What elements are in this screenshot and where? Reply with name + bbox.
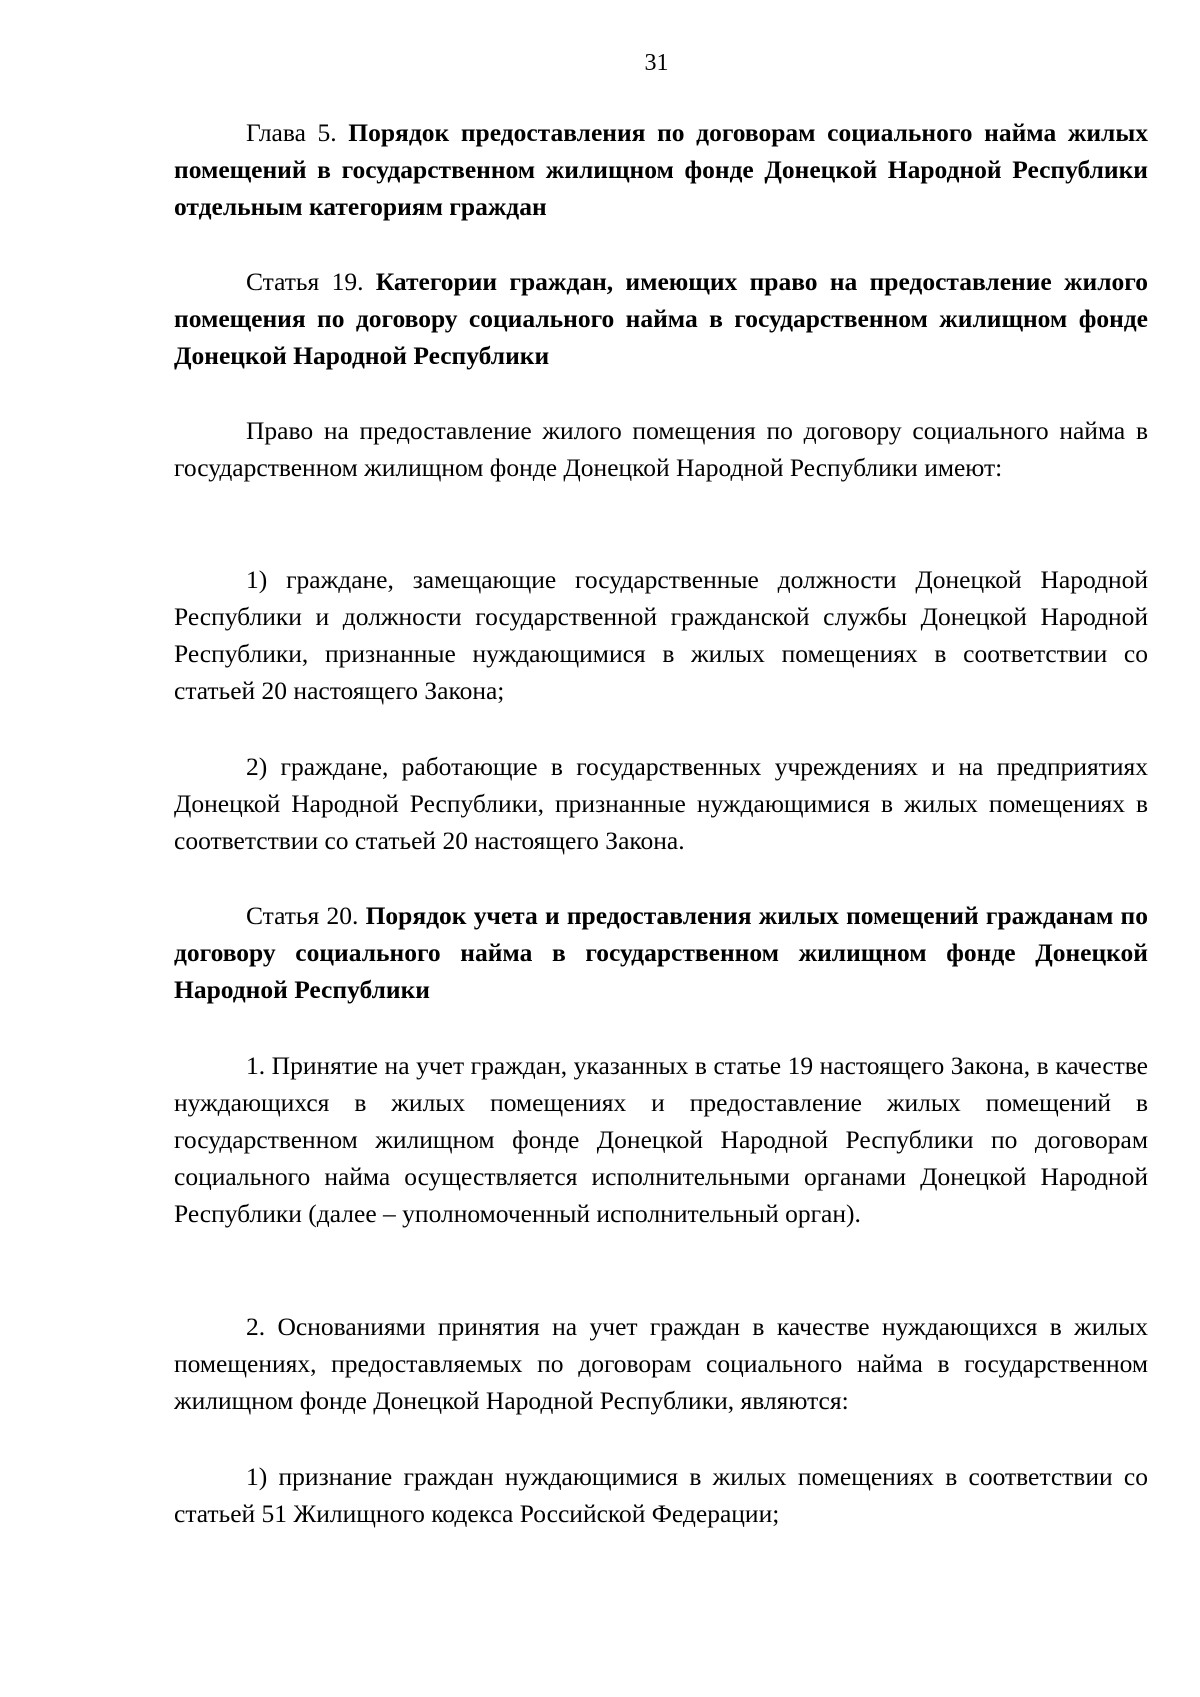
article-19-title: Категории граждан, имеющих право на предоставление жилого помещения по договору социального найма в государственном жилищном фонде Донецкой Народной Республики <box>174 267 1148 370</box>
article-20-prefix: Статья 20. <box>246 901 366 930</box>
chapter-prefix: Глава 5. <box>246 118 349 147</box>
article-20-part-2: 2. Основаниями принятия на учет граждан в качестве нуждающихся в жилых помещениях, предоставляемых по договорам социального найма в государственном жилищном фонде Донецкой Народной Республики, являются: <box>174 1312 1148 1415</box>
article-19-heading <box>174 263 1148 374</box>
article-19-prefix: Статья 19. <box>246 267 376 296</box>
article-20-title: Порядок учета и предоставления жилых помещений гражданам по договору социального найма в государственном жилищном фонде Донецкой Народной Республики <box>174 901 1148 1004</box>
article-20-heading <box>174 897 1148 1008</box>
chapter-heading <box>174 114 1148 225</box>
article-20-part-1: 1. Принятие на учет граждан, указанных в статье 19 настоящего Закона, в качестве нуждающихся в жилых помещениях и предоставление жилых помещений в государственном жилищном фонде Донецкой Народной Республики по договорам социального найма осуществляется исполнительными органами Донецкой Народной Республики (далее – уполномоченный исполнительный орган). <box>174 1051 1148 1228</box>
article-19-item-1: 1) граждане, замещающие государственные должности Донецкой Народной Республики и должности государственной гражданской службы Донецкой Народной Республики, признанные нуждающимися в жилых помещениях в соответствии со статьей 20 настоящего Закона; <box>174 565 1148 705</box>
article-19-item-2: 2) граждане, работающие в государственных учреждениях и на предприятиях Донецкой Народной Республики, признанные нуждающимися в жилых помещениях в соответствии со статьей 20 настоящего Закона. <box>174 752 1148 855</box>
article-20-part-2-item-1: 1) признание граждан нуждающимися в жилых помещениях в соответствии со статьей 51 Жилищного кодекса Российской Федерации; <box>174 1462 1148 1528</box>
page-number: 31 <box>644 50 669 76</box>
article-19-intro: Право на предоставление жилого помещения по договору социального найма в государственном жилищном фонде Донецкой Народной Республики имеют: <box>174 416 1148 482</box>
chapter-title: Порядок предоставления по договорам социального найма жилых помещений в государственном жилищном фонде Донецкой Народной Республики отдельным категориям граждан <box>174 118 1149 221</box>
